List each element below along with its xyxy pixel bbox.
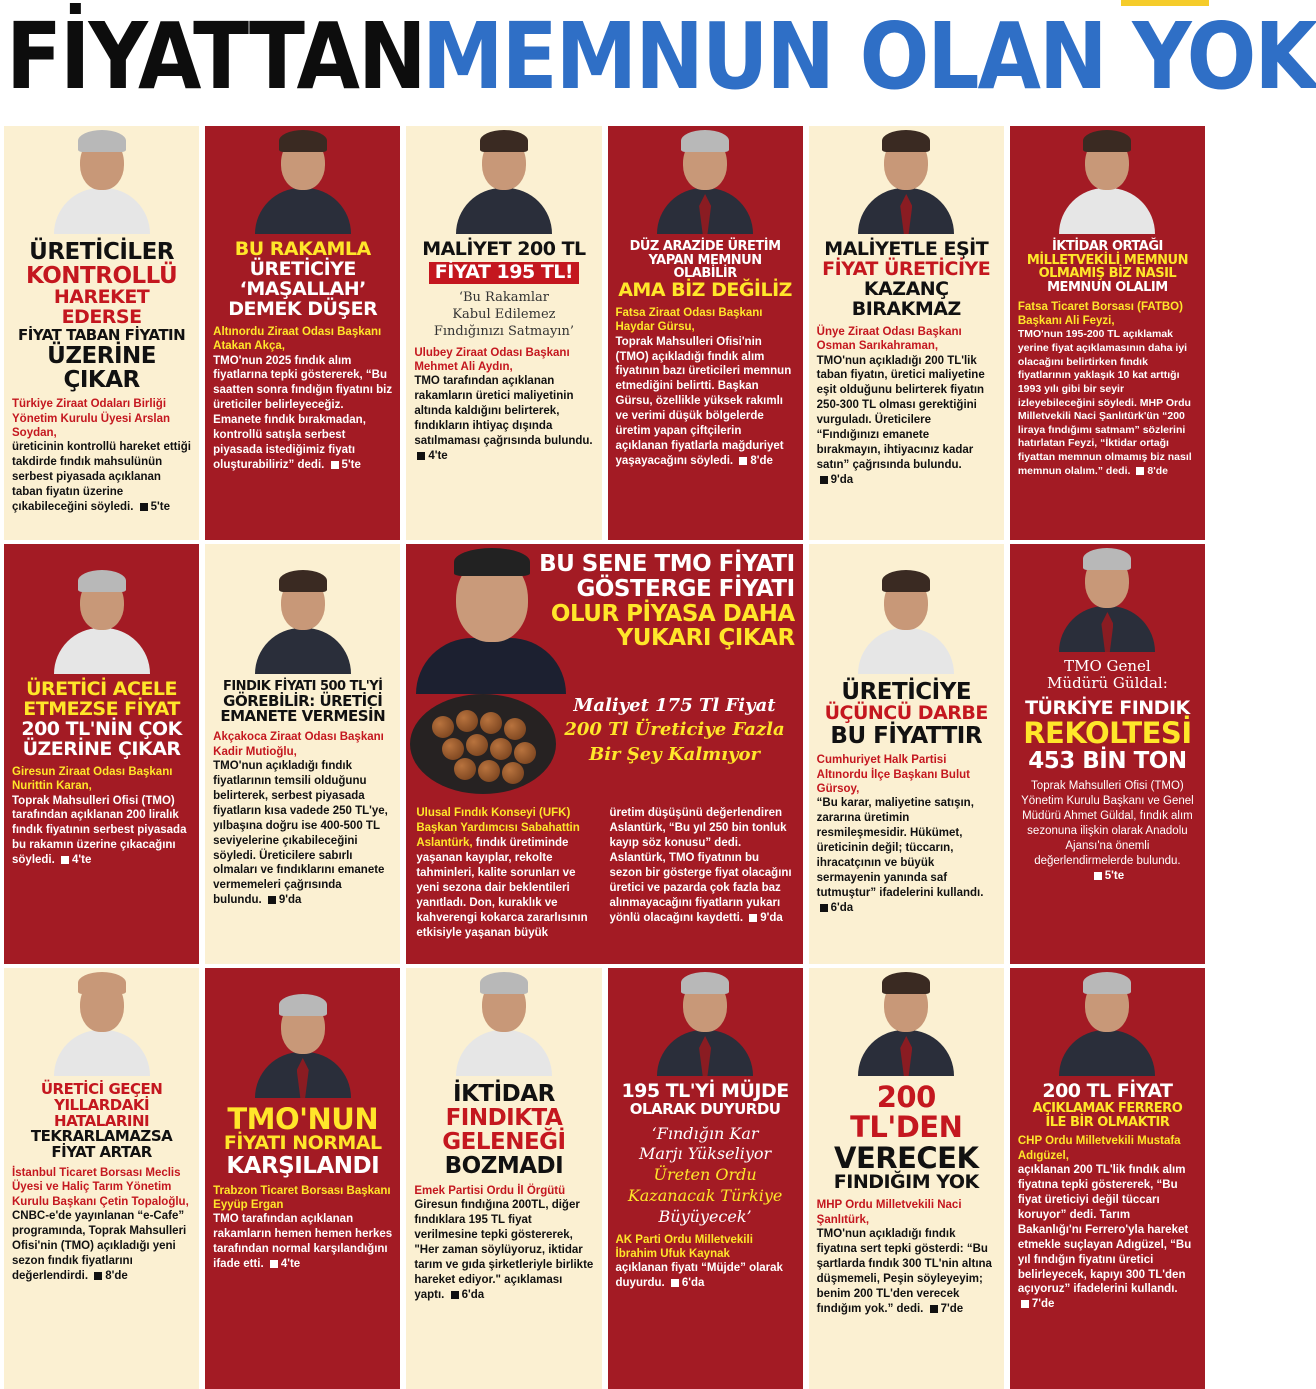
page-reference: 7'de bbox=[927, 1303, 964, 1315]
portrait-icon bbox=[858, 972, 954, 1076]
portrait-photo bbox=[809, 126, 1004, 234]
hazelnut-bowl-icon bbox=[410, 694, 556, 794]
page-reference: 8'de bbox=[91, 1270, 128, 1282]
page-reference: 5'te bbox=[1091, 870, 1124, 882]
article-body: TMO'nun açıkladığı fındık fiyatına sert tepki gösterdi: “Bu şartlarda fındık 300 TL'nin altına düşmemeli, Peşin söyleyeyim; benim 200 TL'den verecek fındığım yok.” dedi. 7'de bbox=[816, 1228, 992, 1315]
square-bullet-icon bbox=[94, 1272, 102, 1280]
page-reference: 4'te bbox=[58, 854, 91, 866]
article-headline: İKTİDAR FINDIKTA GELENEĞİ BOZMADI bbox=[442, 1081, 566, 1180]
article-body: TMO tarafından açıklanan rakamların üretici maliyetinin altında kaldığını belirterek, fındıkların ihtiyaç dışında satılmaması çağrısında bulundu. 4'te bbox=[414, 375, 593, 462]
portrait-icon bbox=[54, 972, 150, 1076]
portrait-photo bbox=[406, 968, 601, 1076]
article-byline: İstanbul Ticaret Borsası Meclis Üyesi ve Haliç Tarım Yönetim Kurulu Başkanı Çetin Topaloğlu, bbox=[12, 1166, 189, 1208]
article-headline: TÜRKİYE FINDIK REKOLTESİ 453 BİN TON bbox=[1023, 696, 1192, 774]
article-body: Toprak Mahsulleri Ofisi (TMO) tarafından açıklanan 200 liralık fındık fiyatının serbest piyasada bu rakamın üzerine çıkacağını söyledi. 4'te bbox=[12, 794, 187, 867]
article-card-gursoy[interactable] bbox=[809, 544, 1004, 964]
square-bullet-icon bbox=[820, 476, 828, 484]
article-byline: Trabzon Ticaret Borsası Başkanı Eyyüp Ergan bbox=[213, 1184, 391, 1211]
article-card-kaynak[interactable] bbox=[608, 968, 803, 1389]
article-headline: 195 TL'Yİ MÜJDE OLARAK DUYURDU bbox=[621, 1080, 789, 1118]
portrait-icon bbox=[1059, 130, 1155, 234]
page-reference: 4'te bbox=[267, 1258, 300, 1270]
portrait-photo bbox=[608, 126, 803, 234]
portrait-photo bbox=[205, 544, 400, 674]
page-reference: 5'te bbox=[137, 501, 170, 513]
article-headline: BU RAKAMLA ÜRETİCİYE ‘MAŞALLAH’ DEMEK DÜŞER bbox=[228, 238, 378, 320]
page-reference: 6'da bbox=[668, 1277, 705, 1289]
article-quote: ‘Bu Rakamlar Kabul Edilemez Fındığınızı Satmayın’ bbox=[433, 289, 574, 339]
article-body: TMO'nun açıkladığı fındık fiyatlarının temsili olduğunu belirterek, serbest piyasada fiyatların kısa vadede 250 TL'ye, yılbaşına doğru ise 400-500 TL seviyelerine çıkabileceğini söyledi. Üreticilere sabırlı olmaları ve fındıklarını emanete vermemeleri çağrısında bulundu. 9'da bbox=[213, 759, 388, 907]
article-body: Toprak Mahsulleri Ofisi'nin (TMO) açıkladığı fındık alım fiyatının bazı üreticileri memnun etmediğini belirtti. Başkan Gürsu, özellikle yüksek rakımlı ve verimi düşük bölgelerde üretim yapan çiftçilerin açıklanan fiyatlarla mağduriyet yaşayacağını söyledi. 8'de bbox=[615, 335, 792, 468]
headline-part-2: MEMNUN OLAN YOK bbox=[422, 4, 1316, 111]
portrait-icon bbox=[54, 130, 150, 234]
article-body: üreticinin kontrollü hareket ettiği takdirde fındık mahsulünün serbest piyasada açıklanan taban fiyatın üzerine çıkabileceğini söyledi. 5'te bbox=[12, 441, 191, 514]
page-reference: 6'da bbox=[817, 902, 854, 914]
article-byline: Ulubey Ziraat Odası Başkanı Mehmet Ali Aydın, bbox=[414, 346, 570, 373]
page-reference: 6'da bbox=[448, 1289, 485, 1301]
feature-columns bbox=[406, 802, 802, 940]
portrait-photo bbox=[205, 968, 400, 1098]
square-bullet-icon bbox=[61, 856, 69, 864]
article-kicker: TMO Genel Müdürü Güldal: bbox=[1047, 657, 1168, 693]
article-byline: Fatsa Ziraat Odası Başkanı Haydar Gürsu, bbox=[615, 306, 763, 334]
portrait-icon bbox=[54, 570, 150, 674]
masthead bbox=[0, 0, 1316, 118]
article-byline: Cumhuriyet Halk Partisi Altınordu İlçe Başkanı Bulut Gürsoy, bbox=[816, 754, 971, 795]
article-headline: ÜRETİCİLER KONTROLLÜ HAREKET EDERSE FİYAT TABAN FİYATIN ÜZERİNE ÇIKAR bbox=[17, 239, 186, 394]
portrait-icon bbox=[858, 130, 954, 234]
article-headline: 200 TL'DEN VERECEK FINDIĞIM YOK bbox=[833, 1080, 979, 1194]
article-body: TMO tarafından açıklanan rakamların hemen hemen herkes tarafından normal karşılandığını ifade etti. 4'te bbox=[213, 1213, 393, 1271]
article-byline: Emek Partisi Ordu İl Örgütü bbox=[414, 1184, 566, 1197]
page-reference: 4'te bbox=[414, 450, 447, 462]
article-byline: Ünye Ziraat Odası Başkanı Osman Sarıkahraman, bbox=[816, 325, 962, 353]
portrait-photo bbox=[1010, 544, 1205, 652]
article-body: açıklanan 200 TL'lik fındık alım fiyatına tepki göstererek, “Bu fiyat üreticiyi değil tüccarı koruyor” dedi. Tarım Bakanlığı'nı Ferrero'yla hareket etmekle suçlayan Adıgüzel, “Bu yıl fındığın fiyatını üretici belirleyecek, kapıyı 300 TL'den açıyoruz” ifadelerini kullandı. 7'de bbox=[1017, 1163, 1192, 1311]
page-reference: 7'de bbox=[1018, 1298, 1055, 1310]
portrait-icon bbox=[657, 972, 753, 1076]
square-bullet-icon bbox=[739, 457, 747, 465]
square-bullet-icon bbox=[417, 452, 425, 460]
portrait-icon bbox=[1059, 972, 1155, 1076]
article-card-topaloglu[interactable] bbox=[4, 968, 199, 1389]
feature-card-aslanturk[interactable] bbox=[406, 544, 802, 964]
square-bullet-icon bbox=[331, 461, 339, 469]
square-bullet-icon bbox=[930, 1305, 938, 1313]
portrait-photo bbox=[1010, 126, 1205, 234]
article-byline: AK Parti Ordu Milletvekili İbrahim Ufuk Kaynak bbox=[615, 1233, 753, 1261]
square-bullet-icon bbox=[671, 1279, 679, 1287]
article-headline: MALİYETLE EŞİT FİYAT ÜRETİCİYE KAZANÇ BIRAKMAZ bbox=[822, 238, 991, 320]
article-byline: MHP Ordu Milletvekili Naci Şanlıtürk, bbox=[816, 1199, 962, 1226]
square-bullet-icon bbox=[451, 1291, 459, 1299]
page-reference: 8'de bbox=[1133, 465, 1168, 477]
portrait-icon bbox=[858, 570, 954, 674]
page-reference: 9'da bbox=[746, 912, 783, 924]
article-byline: Fatsa Ticaret Borsası (FATBO) Başkanı Ali Feyzi, bbox=[1017, 300, 1183, 327]
portrait-photo bbox=[809, 968, 1004, 1076]
article-card-soydan[interactable] bbox=[4, 126, 199, 540]
portrait-icon bbox=[1059, 548, 1155, 652]
portrait-icon bbox=[255, 994, 351, 1098]
square-bullet-icon bbox=[270, 1260, 278, 1268]
article-card-sarikahraman[interactable] bbox=[809, 126, 1004, 540]
article-card-akca[interactable] bbox=[205, 126, 400, 540]
article-body: TMO'nun açıkladığı 200 TL'lik taban fiyatın, üretici maliyetine eşit olduğunu belirterek fiyatın 250-300 TL olması gerektiğini vurguladı. Üreticilere “Fındığınızı emanete bırakmayın, ihtiyacınız kadar satın” çağrısında bulundu. 9'da bbox=[816, 354, 985, 486]
portrait-icon bbox=[456, 130, 552, 234]
square-bullet-icon bbox=[1136, 467, 1144, 475]
article-byline: Altınordu Ziraat Odası Başkanı Atakan Akça, bbox=[213, 325, 382, 353]
feature-middle bbox=[406, 694, 802, 802]
article-headline: ÜRETİCİ ACELE ETMEZSE FİYAT 200 TL'NİN ÇOK ÜZERİNE ÇIKAR bbox=[21, 678, 182, 760]
article-card-guldal[interactable] bbox=[1010, 544, 1205, 964]
article-grid bbox=[4, 126, 1205, 1389]
article-body: Giresun fındığına 200TL, diğer fındıklara 195 TL fiyat verilmesine tepki göstererek, "Her zaman söylüyoruz, iktidar tarım ve gıda şirketleriyle birlikte hareket ediyor." açıklaması yaptı. 6'da bbox=[414, 1198, 594, 1301]
article-card-karan[interactable] bbox=[4, 544, 199, 964]
page-reference: 9'da bbox=[265, 894, 302, 906]
article-headline: ÜRETİCİYE ÜÇÜNCÜ DARBE BU FİYATTIR bbox=[824, 679, 988, 750]
feature-quote: Maliyet 175 Tl Fiyat 200 Tl Üreticiye Fazla Bir Şey Kalmıyor bbox=[564, 695, 785, 765]
square-bullet-icon bbox=[268, 896, 276, 904]
article-byline: Akçakoca Ziraat Odası Başkanı Kadir Mutioğlu, bbox=[213, 731, 384, 758]
article-card-adiguzel[interactable] bbox=[1010, 968, 1205, 1389]
article-headline: ÜRETİCİ GEÇEN YILLARDAKİ HATALARINI TEKRARLAMAZSA FİYAT ARTAR bbox=[30, 1080, 173, 1161]
square-bullet-icon bbox=[820, 904, 828, 912]
portrait-photo bbox=[4, 126, 199, 234]
square-bullet-icon bbox=[1094, 872, 1102, 880]
feature-headline: BU SENE TMO FİYATI GÖSTERGE FİYATI OLUR PİYASA DAHA YUKARI ÇIKAR bbox=[539, 551, 795, 652]
headline-part-1: FİYATTAN bbox=[6, 4, 425, 111]
portrait-photo bbox=[1010, 968, 1205, 1076]
portrait-photo bbox=[4, 544, 199, 674]
article-body: CNBC-e'de yayınlanan “e-Cafe” programında, Toprak Mahsulleri Ofisi'nin (TMO) açıkladığı yeni sezon fındık fiyatlarını değerlendirdi. 8'de bbox=[12, 1209, 187, 1282]
feature-top bbox=[406, 544, 802, 694]
article-byline: Türkiye Ziraat Odaları Birliği Yönetim Kurulu Üyesi Arslan Soydan, bbox=[12, 398, 171, 439]
article-card-ergan[interactable] bbox=[205, 968, 400, 1389]
feature-body-right: üretim düşüşünü değerlendiren Aslantürk, “Bu yıl 250 bin tonluk kayıp söz konusu” dedi. Aslantürk, TMO fiyatının bu sezon bir gösterge fiyat olacağını üretici ve pazarda çok fazla baz alınmayacağını fiyatların yukarı yönlü olacağını kaydetti. 9'da bbox=[609, 807, 792, 924]
article-card-mutioglu[interactable] bbox=[205, 544, 400, 964]
portrait-icon bbox=[456, 972, 552, 1076]
article-card-emek-partisi[interactable] bbox=[406, 968, 601, 1389]
article-headline: İKTİDAR ORTAĞI MİLLETVEKİLİ MEMNUN OLMAMIŞ BİZ NASIL MEMNUN OLALIM bbox=[1026, 239, 1188, 295]
portrait-photo bbox=[205, 126, 400, 234]
article-byline: Giresun Ziraat Odası Başkanı Nurittin Karan, bbox=[12, 765, 173, 793]
article-headline: 200 TL FİYAT AÇIKLAMAK FERRERO İLE BİR OLMAKTIR bbox=[1032, 1080, 1183, 1130]
square-bullet-icon bbox=[749, 914, 757, 922]
page-reference: 8'de bbox=[736, 455, 773, 467]
article-body: Toprak Mahsulleri Ofisi (TMO) Yönetim Kurulu Başkanı ve Genel Müdürü Ahmet Güldal, fındık alım sezonuna ilişkin olarak Anadolu Ajansı'na önemli değerlendirmelerde bulundu. 5'te bbox=[1021, 780, 1194, 882]
square-bullet-icon bbox=[1021, 1300, 1029, 1308]
portrait-icon bbox=[657, 130, 753, 234]
portrait-photo bbox=[406, 126, 601, 234]
article-headline: DÜZ ARAZİDE ÜRETİM YAPAN MEMNUN OLABİLİR AMA BİZ DEĞİLİZ bbox=[618, 239, 792, 301]
portrait-icon bbox=[255, 570, 351, 674]
article-card-sanliturk[interactable] bbox=[809, 968, 1004, 1389]
portrait-icon bbox=[255, 130, 351, 234]
article-body: TMO'nun 195-200 TL açıklamak yerine fiyat açıklamasının daha iyi olacağını belirtirken fındık fiyatlarının yaklaşık 10 kat arttığı 1993 yılı gibi bir seyir izleyebileceğini söyledi. MHP Ordu Milletvekili Naci Şanlıtürk'ün “200 liraya fındığımı satmam” sözlerini hatırlatan Feyzi, “İktidar ortağı fiyattan memnun olmamış biz nasıl memnun olalım.” dedi. 8'de bbox=[1017, 328, 1192, 477]
article-card-feyzi[interactable] bbox=[1010, 126, 1205, 540]
portrait-photo bbox=[809, 544, 1004, 674]
article-headline: MALİYET 200 TL FİYAT 195 TL! bbox=[422, 238, 586, 283]
article-body: “Bu karar, maliyetine satışın, zararına üretimin resmileşmesidir. Hükümet, üreticinin değil; tüccarın, ihracatçının ve büyük sermayenin yanında saf tutmuştur” ifadelerini kullandı. 6'da bbox=[816, 797, 984, 914]
article-quote: ‘Fındığın Kar Marjı Yükseliyor Üreten Ordu Kazanacak Türkiye Büyüyecek’ bbox=[627, 1123, 783, 1226]
portrait-photo bbox=[4, 968, 199, 1076]
article-headline: TMO'NUN FİYATI NORMAL KARŞILANDI bbox=[223, 1102, 382, 1180]
article-card-gursu[interactable] bbox=[608, 126, 803, 540]
feature-body-left: Ulusal Fındık Konseyi (UFK) Başkan Yardımcısı Sabahattin Aslantürk, fındık üretiminde yaşanan kayıplar, rekolte tahminleri, kalite sorunları ve yeni sezona dair beklentileri yanıtladı. Don, kuraklık ve kahverengi kokarca zararlısının etkisiyle yaşanan büyük bbox=[416, 807, 588, 939]
article-body: TMO'nun 2025 fındık alım fiyatlarına tepki göstererek, “Bu saatten sonra fındığın fiyatını biz üreticiler belirleyeceğiz. Emanete fındık bırakmadan, kontrollü satışla serbest piyasada istediğimiz fiyatı oluşturabiliriz” dedi. 5'te bbox=[213, 354, 393, 472]
article-byline: CHP Ordu Milletvekili Mustafa Adıgüzel, bbox=[1017, 1135, 1181, 1162]
article-card-aydin[interactable] bbox=[406, 126, 601, 540]
square-bullet-icon bbox=[140, 503, 148, 511]
article-body: açıklanan fiyatı “Müjde” olarak duyurdu. 6'da bbox=[615, 1262, 783, 1290]
portrait-photo bbox=[608, 968, 803, 1076]
page-reference: 9'da bbox=[817, 474, 854, 486]
page-reference: 5'te bbox=[328, 459, 361, 471]
article-headline: FINDIK FİYATI 500 TL'Yİ GÖREBİLİR: ÜRETİCİ EMANETE VERMESİN bbox=[220, 679, 386, 726]
